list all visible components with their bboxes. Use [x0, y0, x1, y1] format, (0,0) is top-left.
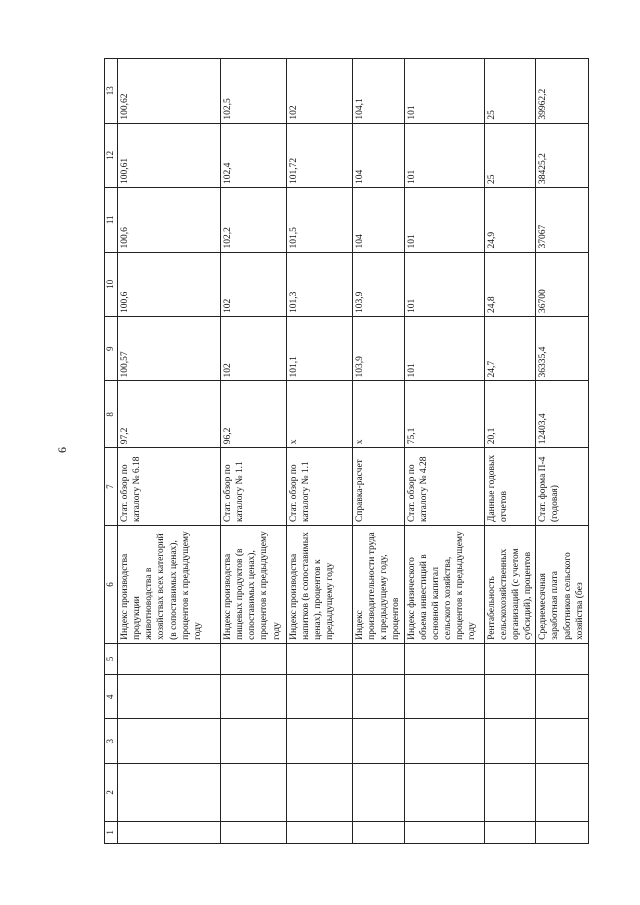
table-cell: [404, 643, 484, 674]
value-cell: 104: [353, 188, 405, 252]
table-row: [221, 59, 287, 844]
value-cell: 38425,2: [536, 123, 589, 187]
source-cell: Данные годовых отчетов: [484, 448, 536, 526]
header-cell: 9: [105, 317, 118, 381]
table-cell: [118, 719, 221, 763]
table-row: [353, 59, 405, 844]
value-cell: 37067: [536, 188, 589, 252]
table-row: [118, 59, 221, 844]
value-cell: 102,2: [221, 188, 287, 252]
value-cell: 24,7: [484, 317, 536, 381]
table-cell: [118, 763, 221, 821]
value-cell: 102: [287, 59, 353, 124]
indicator-name-cell: Индекс производительности труда к предыдущему году, процентов: [353, 526, 405, 644]
table-cell: [287, 675, 353, 719]
value-cell: 102,5: [221, 59, 287, 124]
value-cell: 39962,2: [536, 59, 589, 124]
source-cell: Стат. форма П-4 (годовая): [536, 448, 589, 526]
header-cell: 10: [105, 252, 118, 316]
value-cell: 101,3: [287, 252, 353, 316]
source-cell: Справка-расчет: [353, 448, 405, 526]
rotated-table-frame: [104, 58, 585, 844]
table-cell: [404, 821, 484, 843]
table-cell: [536, 763, 589, 821]
value-cell: 100,61: [118, 123, 221, 187]
table-cell: [353, 675, 405, 719]
header-row: [105, 59, 118, 844]
value-cell: 101: [404, 123, 484, 187]
table-cell: [536, 675, 589, 719]
value-cell: 101: [404, 317, 484, 381]
indicator-name-cell: Среднемесячная заработная плата работников сельского хозяйства (без: [536, 526, 589, 644]
header-cell: 11: [105, 188, 118, 252]
table-cell: [118, 821, 221, 843]
indicator-name-cell: Индекс физического объема инвестиций в основной капитал сельского хозяйства, процентов к предыдущему году: [404, 526, 484, 644]
table-cell: [118, 675, 221, 719]
value-cell: 104,1: [353, 59, 405, 124]
value-cell: x: [353, 381, 405, 448]
value-cell: 103,9: [353, 317, 405, 381]
table-container: [104, 58, 585, 844]
value-cell: 101: [404, 252, 484, 316]
table-cell: [287, 643, 353, 674]
value-cell: 36335,4: [536, 317, 589, 381]
header-cell: 5: [105, 643, 118, 674]
indicator-name-cell: Индекс производства пищевых продуктов (в сопоставимых ценах), процентов к предыдущему году: [221, 526, 287, 644]
header-cell: 4: [105, 675, 118, 719]
value-cell: 101: [404, 59, 484, 124]
table-cell: [536, 821, 589, 843]
table-cell: [287, 821, 353, 843]
value-cell: 75,1: [404, 381, 484, 448]
value-cell: 102: [221, 252, 287, 316]
table-cell: [536, 719, 589, 763]
table-cell: [484, 643, 536, 674]
value-cell: 101,1: [287, 317, 353, 381]
value-cell: 101: [404, 188, 484, 252]
table-cell: [221, 675, 287, 719]
source-cell: Стат. обзор по каталогу № 4.28: [404, 448, 484, 526]
table-row: [404, 59, 484, 844]
value-cell: 102: [221, 317, 287, 381]
page-number: 6: [55, 447, 69, 453]
value-cell: 24,8: [484, 252, 536, 316]
header-cell: 13: [105, 59, 118, 124]
header-cell: 2: [105, 763, 118, 821]
value-cell: 97,2: [118, 381, 221, 448]
table-cell: [484, 763, 536, 821]
header-cell: 8: [105, 381, 118, 448]
table-cell: [404, 675, 484, 719]
value-cell: 100,57: [118, 317, 221, 381]
table-cell: [404, 719, 484, 763]
table-row: [536, 59, 589, 844]
value-cell: 20,1: [484, 381, 536, 448]
table-cell: [536, 643, 589, 674]
indicator-name-cell: Индекс производства продукции животноводства в хозяйствах всех категорий (в сопоставимых ценах), процентов к предыдущему году: [118, 526, 221, 644]
value-cell: 100,6: [118, 188, 221, 252]
header-cell: 7: [105, 448, 118, 526]
table-cell: [221, 763, 287, 821]
value-cell: 100,6: [118, 252, 221, 316]
table-cell: [353, 763, 405, 821]
header-cell: 1: [105, 821, 118, 843]
value-cell: 102,4: [221, 123, 287, 187]
value-cell: 104: [353, 123, 405, 187]
indicators-table: [104, 58, 589, 844]
table-cell: [118, 643, 221, 674]
source-cell: Стат. обзор по каталогу № 1.1: [287, 448, 353, 526]
source-cell: Стат. обзор по каталогу № 1.1: [221, 448, 287, 526]
value-cell: 25: [484, 59, 536, 124]
table-cell: [221, 719, 287, 763]
table-cell: [484, 821, 536, 843]
table-cell: [353, 643, 405, 674]
table-row: [484, 59, 536, 844]
header-cell: 3: [105, 719, 118, 763]
source-cell: Стат. обзор по каталогу № 6.18: [118, 448, 221, 526]
value-cell: x: [287, 381, 353, 448]
value-cell: 36700: [536, 252, 589, 316]
value-cell: 12403,4: [536, 381, 589, 448]
table-cell: [287, 719, 353, 763]
value-cell: 96,2: [221, 381, 287, 448]
table-cell: [221, 643, 287, 674]
value-cell: 100,62: [118, 59, 221, 124]
table-cell: [353, 821, 405, 843]
value-cell: 25: [484, 123, 536, 187]
header-cell: 6: [105, 526, 118, 644]
table-cell: [221, 821, 287, 843]
value-cell: 101,5: [287, 188, 353, 252]
indicator-name-cell: Рентабельность сельскохозяйственных организаций (с учетом субсидий), процентов: [484, 526, 536, 644]
value-cell: 24,9: [484, 188, 536, 252]
table-cell: [484, 675, 536, 719]
indicator-name-cell: Индекс производства напитков (в сопоставимых ценах), процентов к предыдущему году: [287, 526, 353, 644]
table-cell: [353, 719, 405, 763]
table-cell: [404, 763, 484, 821]
header-cell: 12: [105, 123, 118, 187]
table-cell: [287, 763, 353, 821]
table-row: [287, 59, 353, 844]
table-cell: [484, 719, 536, 763]
value-cell: 103,9: [353, 252, 405, 316]
value-cell: 101,72: [287, 123, 353, 187]
